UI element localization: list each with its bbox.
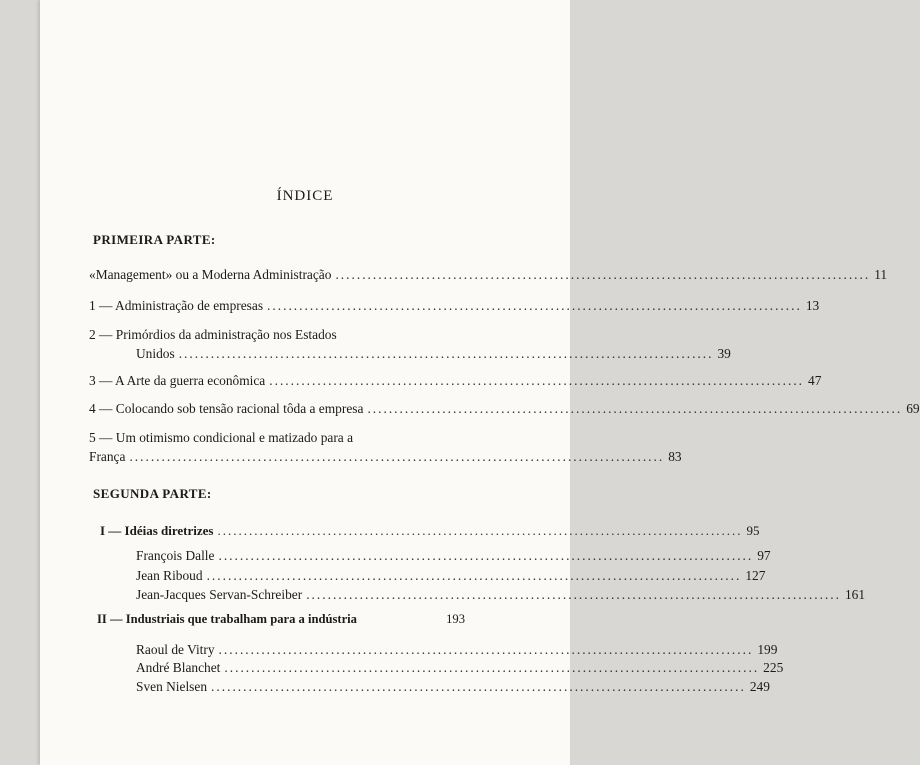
book-page (40, 0, 920, 765)
leader-dots: .................................................................................................... (224, 660, 760, 675)
leader-dots: .................................................................................................... (267, 298, 802, 313)
toc-entry-page: 225 (763, 660, 784, 675)
toc-entry-page: 11 (874, 267, 888, 282)
toc-entry-title: Raoul de Vitry (136, 642, 215, 657)
toc-entry[interactable] (89, 343, 731, 365)
toc-entry[interactable] (89, 370, 822, 392)
toc-entry-page: 69 (906, 401, 920, 416)
leader-dots: .................................................................................................... (218, 548, 754, 563)
toc-entry-page: 199 (757, 642, 778, 657)
toc-entry[interactable] (136, 584, 866, 606)
part-title-primeira: PRIMEIRA PARTE: (93, 232, 216, 247)
toc-entry[interactable] (89, 398, 920, 420)
toc-entry[interactable] (136, 545, 771, 567)
toc-entry[interactable] (136, 676, 770, 698)
toc-entry-title: França (89, 449, 126, 464)
toc-entry-page: 249 (749, 679, 770, 694)
toc-entry-title: Jean Riboud (136, 568, 203, 583)
toc-entry-page: 39 (717, 346, 731, 361)
toc-entry[interactable] (89, 446, 682, 468)
leader-dots: .................................................................................................... (129, 449, 665, 464)
leader-dots: .................................................................................................... (306, 587, 841, 602)
toc-entry[interactable] (89, 520, 760, 542)
page-title: ÍNDICE (276, 188, 334, 204)
leader-dots: .................................................................................................... (178, 346, 714, 361)
toc-entry-page: 83 (668, 449, 682, 464)
toc-entry-page: 161 (844, 587, 866, 602)
leader-dots: .................................................................................................... (335, 267, 871, 282)
toc-entry-title-line1: 2 — Primórdios da administração nos Estados (89, 327, 337, 342)
leader-dots: .................................................................................................... (206, 568, 742, 583)
toc-entry-page: 97 (757, 548, 771, 563)
toc-entry-title-line1: 5 — Um otimismo condicional e matizado para a (89, 430, 354, 445)
toc-entry-page: 95 (746, 523, 760, 538)
toc-entry-title: François Dalle (136, 548, 215, 563)
toc-entry-title: 3 — A Arte da guerra econômica (89, 373, 266, 388)
toc-entry-title: 1 — Administração de empresas (89, 298, 264, 313)
toc-entry-page: 47 (808, 373, 822, 388)
leader-dots: .................................................................................................... (217, 523, 743, 538)
toc-entry-title: II — Industriais que trabalham para a indústria (97, 612, 357, 626)
toc-entry-title: 4 — Colocando sob tensão racional tôda a empresa (89, 401, 364, 416)
toc-entry-title: Jean-Jacques Servan-Schreiber (136, 587, 303, 602)
toc-entry-title: I — Idéias diretrizes (100, 523, 214, 538)
toc-entry-title: André Blanchet (136, 660, 221, 675)
toc-entry-page: 127 (745, 568, 766, 583)
toc-entry[interactable] (89, 608, 465, 630)
toc-entry-title: Sven Nielsen (136, 679, 208, 694)
leader-dots: .................................................................................................... (211, 679, 746, 694)
toc-entry[interactable] (89, 264, 888, 286)
toc-entry-title: «Management» ou a Moderna Administração (89, 267, 332, 282)
leader-dots: .................................................................................................... (269, 373, 805, 388)
toc-entry-page: 13 (805, 298, 820, 313)
toc-entry-page: 193 (446, 612, 465, 626)
toc-entry[interactable] (89, 295, 820, 317)
part-title-segunda: SEGUNDA PARTE: (93, 486, 212, 501)
leader-dots: .................................................................................................... (218, 642, 754, 657)
toc-entry-title: Unidos (136, 346, 175, 361)
leader-dots: .................................................................................................... (367, 401, 903, 416)
